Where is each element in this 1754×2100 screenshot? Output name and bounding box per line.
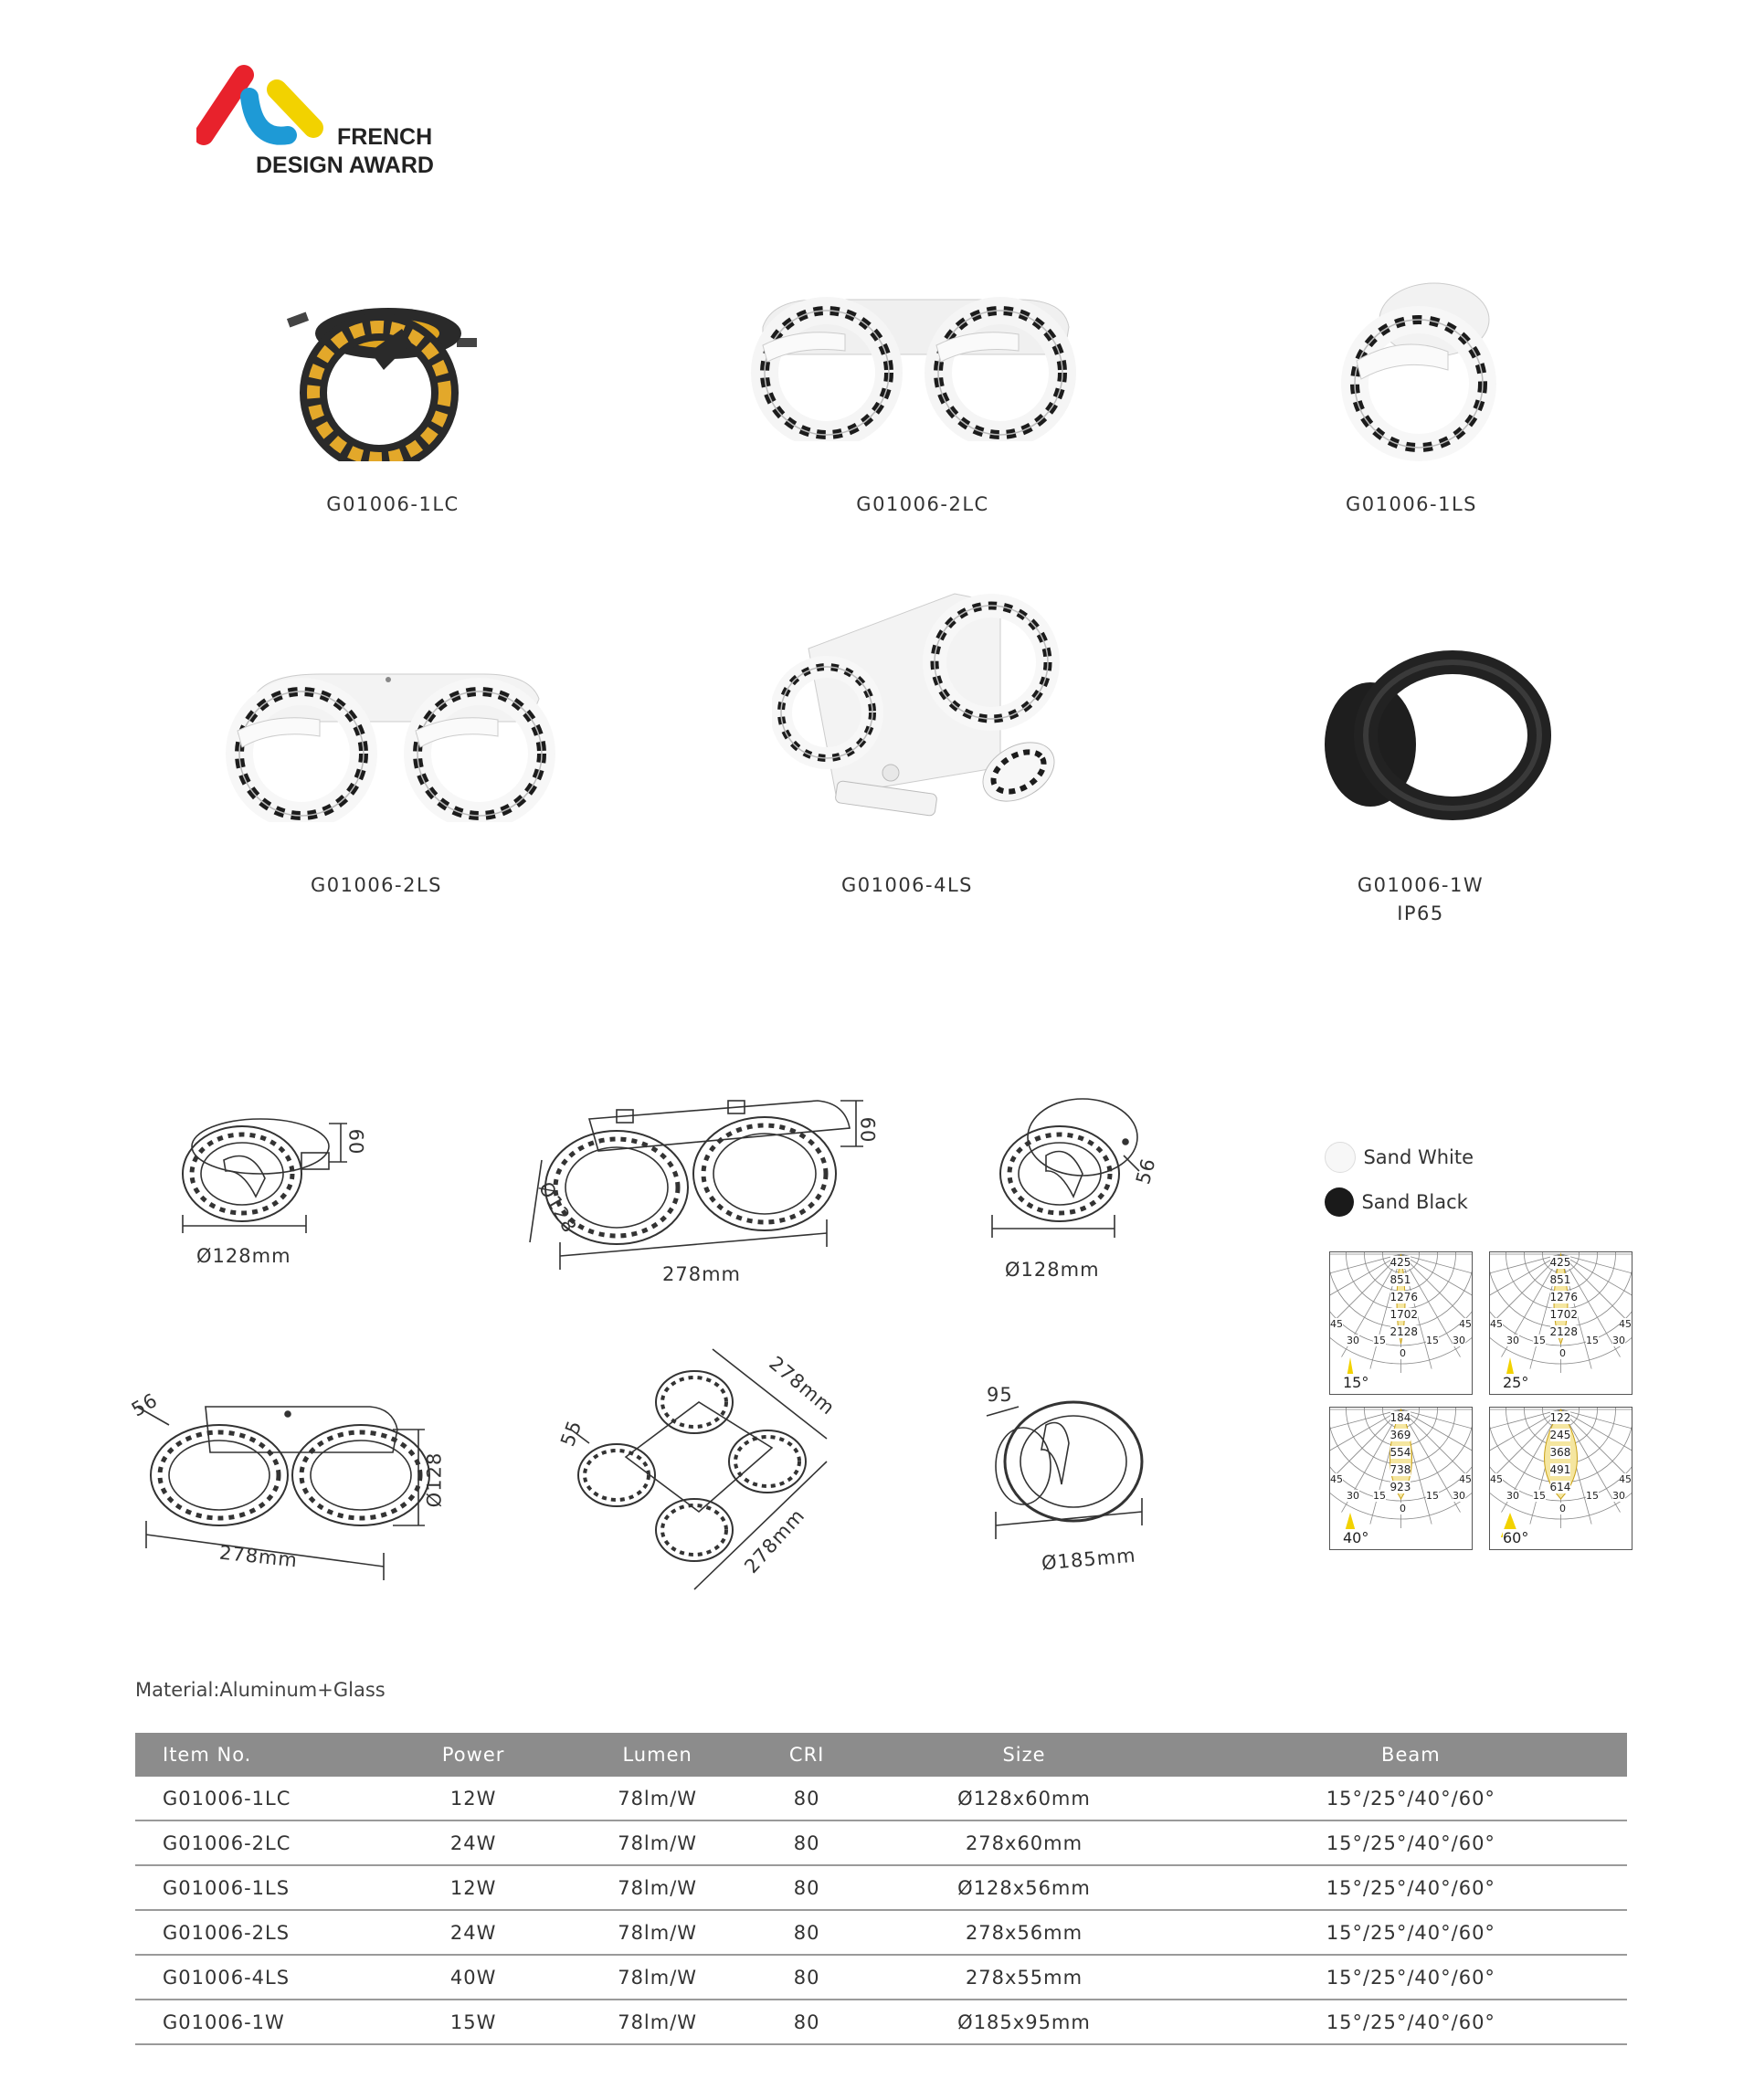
table-row xyxy=(135,1865,1627,1910)
product-caption-2lc: G01006-2LC xyxy=(856,493,989,515)
polar-side-label: 45 xyxy=(1619,1318,1632,1330)
cell-item-no: G01006-1W xyxy=(135,2000,392,2044)
polar-tick-label: 30 xyxy=(1453,1335,1465,1346)
polar-spoke xyxy=(1401,1254,1473,1285)
polar-tick-label: 15 xyxy=(1373,1490,1386,1502)
header-power: Power xyxy=(392,1733,555,1777)
polar-tick-label: 30 xyxy=(1506,1335,1519,1346)
dim-2ls-width: 278mm xyxy=(217,1541,300,1572)
cell-beam: 15°/25°/40°/60° xyxy=(1195,1910,1627,1955)
product-photo-1ls xyxy=(1338,279,1503,461)
polar-side-label: 45 xyxy=(1330,1318,1343,1330)
product-photo-1w xyxy=(1316,649,1553,831)
dim-2ls-diameter: Ø128 xyxy=(423,1451,446,1508)
polar-tick-label: 30 xyxy=(1453,1490,1465,1502)
cell-power: 24W xyxy=(392,1910,555,1955)
dim-1ls-height: 56 xyxy=(1132,1156,1160,1187)
polar-tick-label: 30 xyxy=(1506,1490,1519,1502)
color-legend xyxy=(1325,1142,1562,1224)
material-note: Material:Aluminum+Glass xyxy=(135,1679,386,1701)
polar-value-label: 425 xyxy=(1549,1256,1571,1269)
sand-black-label: Sand Black xyxy=(1361,1191,1468,1213)
header-beam: Beam xyxy=(1195,1733,1627,1777)
cell-lumen: 78lm/W xyxy=(555,1820,760,1865)
cell-lumen: 78lm/W xyxy=(555,1777,760,1820)
cell-size: Ø128x60mm xyxy=(853,1777,1194,1820)
dimension-drawing-2ls xyxy=(128,1388,457,1585)
color-option-sand-black xyxy=(1325,1187,1562,1224)
polar-tick-label: 30 xyxy=(1612,1490,1625,1502)
dim-1ls-width: Ø128mm xyxy=(1005,1259,1100,1281)
dimension-drawing-1lc xyxy=(169,1105,379,1279)
polar-side-label: 45 xyxy=(1330,1473,1343,1485)
table-header-row xyxy=(135,1733,1627,1777)
product-caption-1ls: G01006-1LS xyxy=(1345,493,1478,515)
cell-item-no: G01006-1LC xyxy=(135,1777,392,1820)
polar-tick-label: 15 xyxy=(1533,1335,1546,1346)
cell-cri: 80 xyxy=(760,1955,853,2000)
polar-tick-label: 0 xyxy=(1559,1347,1566,1359)
polar-value-label: 2128 xyxy=(1549,1325,1579,1338)
polar-side-label: 45 xyxy=(1619,1473,1632,1485)
header-size: Size xyxy=(853,1733,1194,1777)
spec-table xyxy=(135,1733,1627,2045)
beam-chart-2 xyxy=(1329,1407,1473,1550)
polar-value-label: 184 xyxy=(1389,1411,1411,1424)
beam-angle-label: 25° xyxy=(1503,1374,1529,1391)
cell-cri: 80 xyxy=(760,1865,853,1910)
table-row xyxy=(135,2000,1627,2044)
dimension-drawing-4ls xyxy=(553,1338,854,1603)
polar-tick-label: 15 xyxy=(1426,1335,1439,1346)
product-photo-1lc xyxy=(283,288,484,461)
cell-size: 278x55mm xyxy=(853,1955,1194,2000)
cell-cri: 80 xyxy=(760,1910,853,1955)
dim-4ls-side-b: 278mm xyxy=(740,1504,809,1578)
cell-size: Ø185x95mm xyxy=(853,2000,1194,2044)
polar-value-label: 1702 xyxy=(1549,1308,1579,1321)
color-option-sand-white xyxy=(1325,1142,1562,1178)
cell-item-no: G01006-2LS xyxy=(135,1910,392,1955)
table-row xyxy=(135,1820,1627,1865)
polar-value-label: 1276 xyxy=(1389,1291,1419,1303)
polar-value-label: 2128 xyxy=(1389,1325,1419,1338)
polar-value-label: 923 xyxy=(1389,1481,1411,1493)
product-photo-4ls xyxy=(772,585,1083,827)
sand-white-swatch xyxy=(1325,1142,1356,1173)
polar-tick-label: 15 xyxy=(1426,1490,1439,1502)
polar-tick-label: 15 xyxy=(1373,1335,1386,1346)
product-caption-1lc: G01006-1LC xyxy=(326,493,460,515)
polar-side-label: 45 xyxy=(1490,1318,1503,1330)
polar-tick-label: 0 xyxy=(1559,1503,1566,1514)
brand-logo xyxy=(196,64,443,178)
cell-lumen: 78lm/W xyxy=(555,1910,760,1955)
dim-2lc-width: 278mm xyxy=(662,1263,741,1285)
beam-angle-label: 60° xyxy=(1503,1529,1529,1546)
polar-value-label: 738 xyxy=(1389,1463,1411,1476)
beam-charts xyxy=(1329,1251,1631,1553)
polar-tick-label: 0 xyxy=(1400,1503,1406,1514)
polar-value-label: 554 xyxy=(1389,1446,1411,1459)
beam-chart-0 xyxy=(1329,1251,1473,1395)
polar-value-label: 369 xyxy=(1389,1429,1411,1441)
cell-lumen: 78lm/W xyxy=(555,1955,760,2000)
polar-value-label: 245 xyxy=(1549,1429,1571,1441)
cell-power: 12W xyxy=(392,1865,555,1910)
product-caption-2ls: G01006-2LS xyxy=(310,874,443,896)
product-caption-4ls: G01006-4LS xyxy=(840,874,974,896)
header-lumen: Lumen xyxy=(555,1733,760,1777)
header-item-no: Item No. xyxy=(135,1733,392,1777)
cell-power: 40W xyxy=(392,1955,555,2000)
polar-tick-label: 30 xyxy=(1347,1335,1359,1346)
logo-line-1: FRENCH xyxy=(337,124,433,150)
dim-2lc-diameter: Ø128 xyxy=(534,1177,581,1238)
cell-item-no: G01006-2LC xyxy=(135,1820,392,1865)
product-caption-1w: G01006-1W xyxy=(1357,874,1485,896)
polar-value-label: 851 xyxy=(1549,1273,1571,1286)
french-design-award-mark-icon xyxy=(196,64,333,146)
cell-lumen: 78lm/W xyxy=(555,2000,760,2044)
polar-tick-label: 0 xyxy=(1400,1347,1406,1359)
beam-angle-label: 40° xyxy=(1343,1529,1369,1546)
dimension-drawing-1ls xyxy=(982,1087,1192,1297)
polar-value-label: 851 xyxy=(1389,1273,1411,1286)
table-row xyxy=(135,1910,1627,1955)
cell-cri: 80 xyxy=(760,2000,853,2044)
cell-cri: 80 xyxy=(760,1777,853,1820)
beam-chart-3 xyxy=(1489,1407,1632,1550)
polar-side-label: 45 xyxy=(1459,1318,1472,1330)
cell-beam: 15°/25°/40°/60° xyxy=(1195,1955,1627,2000)
polar-tick-label: 15 xyxy=(1533,1490,1546,1502)
header-cri: CRI xyxy=(760,1733,853,1777)
sand-white-label: Sand White xyxy=(1363,1146,1474,1168)
cell-beam: 15°/25°/40°/60° xyxy=(1195,2000,1627,2044)
logo-line-2: DESIGN AWARD xyxy=(256,153,434,178)
dim-2ls-height: 56 xyxy=(127,1388,162,1421)
cell-power: 24W xyxy=(392,1820,555,1865)
polar-value-label: 491 xyxy=(1549,1463,1571,1476)
polar-spoke xyxy=(1401,1409,1473,1440)
cell-size: 278x60mm xyxy=(853,1820,1194,1865)
cell-item-no: G01006-1LS xyxy=(135,1865,392,1910)
polar-spoke xyxy=(1561,1254,1632,1285)
cell-beam: 15°/25°/40°/60° xyxy=(1195,1865,1627,1910)
dimension-drawing-2lc xyxy=(525,1087,891,1306)
polar-value-label: 368 xyxy=(1549,1446,1571,1459)
polar-value-label: 1276 xyxy=(1549,1291,1579,1303)
product-rating-1w: IP65 xyxy=(1397,902,1444,924)
polar-value-label: 122 xyxy=(1549,1411,1571,1424)
polar-value-label: 425 xyxy=(1389,1256,1411,1269)
polar-value-label: 1702 xyxy=(1389,1308,1419,1321)
polar-tick-label: 15 xyxy=(1586,1335,1599,1346)
dim-2lc-height: 60 xyxy=(856,1116,879,1144)
cell-lumen: 78lm/W xyxy=(555,1865,760,1910)
cell-beam: 15°/25°/40°/60° xyxy=(1195,1777,1627,1820)
beam-chart-1 xyxy=(1489,1251,1632,1395)
cell-power: 15W xyxy=(392,2000,555,2044)
cell-size: 278x56mm xyxy=(853,1910,1194,1955)
dim-1lc-width: Ø128mm xyxy=(196,1245,291,1267)
dim-1lc-height: 60 xyxy=(344,1128,367,1156)
cell-power: 12W xyxy=(392,1777,555,1820)
polar-side-label: 45 xyxy=(1490,1473,1503,1485)
cell-cri: 80 xyxy=(760,1820,853,1865)
table-row xyxy=(135,1955,1627,2000)
dimension-drawing-1w xyxy=(977,1384,1160,1594)
polar-tick-label: 15 xyxy=(1586,1490,1599,1502)
product-photo-2ls xyxy=(219,667,562,822)
polar-side-label: 45 xyxy=(1459,1473,1472,1485)
polar-tick-label: 30 xyxy=(1612,1335,1625,1346)
beam-angle-label: 15° xyxy=(1343,1374,1369,1391)
sand-black-swatch xyxy=(1325,1187,1354,1217)
cell-size: Ø128x56mm xyxy=(853,1865,1194,1910)
polar-tick-label: 30 xyxy=(1347,1490,1359,1502)
dim-4ls-height: 55 xyxy=(556,1417,586,1450)
dim-1w-height: 95 xyxy=(987,1384,1013,1406)
cell-item-no: G01006-4LS xyxy=(135,1955,392,2000)
polar-value-label: 614 xyxy=(1549,1481,1571,1493)
dim-4ls-side-a: 278mm xyxy=(765,1352,840,1419)
table-row xyxy=(135,1777,1627,1820)
product-photo-2lc xyxy=(745,290,1083,441)
cell-beam: 15°/25°/40°/60° xyxy=(1195,1820,1627,1865)
dim-1w-diameter: Ø185mm xyxy=(1041,1544,1137,1575)
